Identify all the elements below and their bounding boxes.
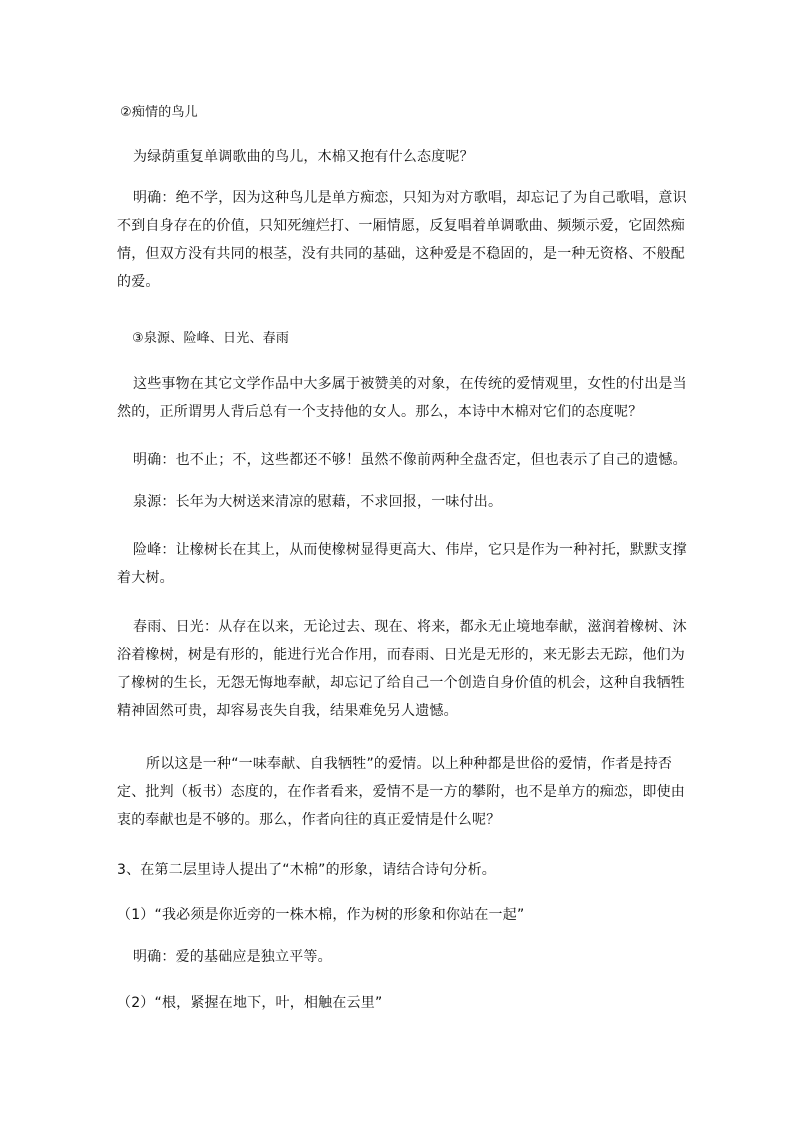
answer-independence-equality bbox=[133, 943, 695, 971]
text-line: 明确：爱的基础应是独立平等。 bbox=[133, 949, 332, 965]
text-line: 浴着橡树，树是有形的，能进行光合作用，而春雨、日光是无形的，来无影去无踪，他们为 bbox=[117, 647, 685, 663]
text-line: 险峰：让橡树长在其上，从而使橡树显得更高大、伟岸，它只是作为一种衬托，默默支撑 bbox=[133, 542, 687, 558]
paragraph-traditional-love bbox=[117, 370, 687, 426]
question-paragraph-bird bbox=[133, 143, 695, 171]
heading-spring-peak-sun-rain bbox=[132, 325, 694, 353]
paragraph-summary-secular-love bbox=[117, 750, 685, 834]
heading-infatuated-bird bbox=[120, 99, 682, 127]
text-line: 定、批判（板书）态度的，在作者看来，爱情不是一方的攀附，也不是单方的痴恋，即使由 bbox=[117, 784, 685, 800]
paragraph-rain-sunlight bbox=[117, 613, 687, 725]
text-line: （1）“我必须是你近旁的一株木棉，作为树的形象和你站在一起” bbox=[117, 907, 525, 923]
text-line: 为绿荫重复单调歌曲的鸟儿，木棉又抱有什么态度呢？ bbox=[133, 149, 474, 165]
question-kapok-image bbox=[117, 856, 679, 884]
text-line: 泉源：长年为大树送来清凉的慰藉，不求回报，一味付出。 bbox=[133, 494, 503, 510]
text-line: 情，但双方没有共同的根茎，没有共同的基础，这种爱是不稳固的，是一种无资格、不般配 bbox=[117, 246, 685, 262]
text-line: 明确：也不止；不，这些都还不够！虽然不像前两种全盘否定，但也表示了自己的遗憾。 bbox=[133, 452, 687, 468]
text-line: 然的，正所谓男人背后总有一个支持他的女人。那么，本诗中木棉对它们的态度呢？ bbox=[117, 404, 643, 420]
text-line: 明确：绝不学，因为这种鸟儿是单方痴恋，只知为对方歌唱，却忘记了为自己歌唱，意识 bbox=[133, 190, 687, 206]
text-line: 着大树。 bbox=[117, 570, 174, 586]
text-line: 精神固然可贵，却容易丧失自我，结果难免另人遗憾。 bbox=[117, 703, 458, 719]
answer-paragraph-not-enough bbox=[133, 446, 695, 474]
paragraph-spring-source bbox=[133, 488, 695, 516]
text-line: 不到自身存在的价值，只知死缠烂打、一厢情愿，反复唱着单调歌曲、频频示爱，它固然痴 bbox=[117, 218, 685, 234]
text-line: 所以这是一种“一味奉献、自我牺牲”的爱情。以上种种都是世俗的爱情，作者是持否 bbox=[146, 756, 673, 772]
text-line: 衷的奉献也是不够的。那么，作者向往的真正爱情是什么呢？ bbox=[117, 812, 501, 828]
quote-item-2 bbox=[117, 989, 679, 1017]
quote-item-1 bbox=[117, 901, 679, 929]
text-line: 这些事物在其它文学作品中大多属于被赞美的对象，在传统的爱情观里，女性的付出是当 bbox=[133, 376, 687, 392]
text-line: ③泉源、险峰、日光、春雨 bbox=[132, 331, 290, 346]
paragraph-steep-peak bbox=[117, 536, 687, 592]
text-line: 3、在第二层里诗人提出了“木棉”的形象，请结合诗句分析。 bbox=[117, 862, 497, 878]
text-line: （2）“根，紧握在地下，叶，相触在云里” bbox=[117, 995, 383, 1011]
text-line: 春雨、日光：从存在以来，无论过去、现在、将来，都永无止境地奉献，滋润着橡树、沐 bbox=[133, 619, 687, 635]
answer-paragraph-bird bbox=[117, 184, 687, 296]
text-line: 了橡树的生长，无怨无悔地奉献，却忘记了给自己一个创造自身价值的机会，这种自我牺牲 bbox=[117, 675, 685, 691]
text-line: 的爱。 bbox=[117, 274, 160, 290]
text-line: ②痴情的鸟儿 bbox=[120, 105, 198, 120]
